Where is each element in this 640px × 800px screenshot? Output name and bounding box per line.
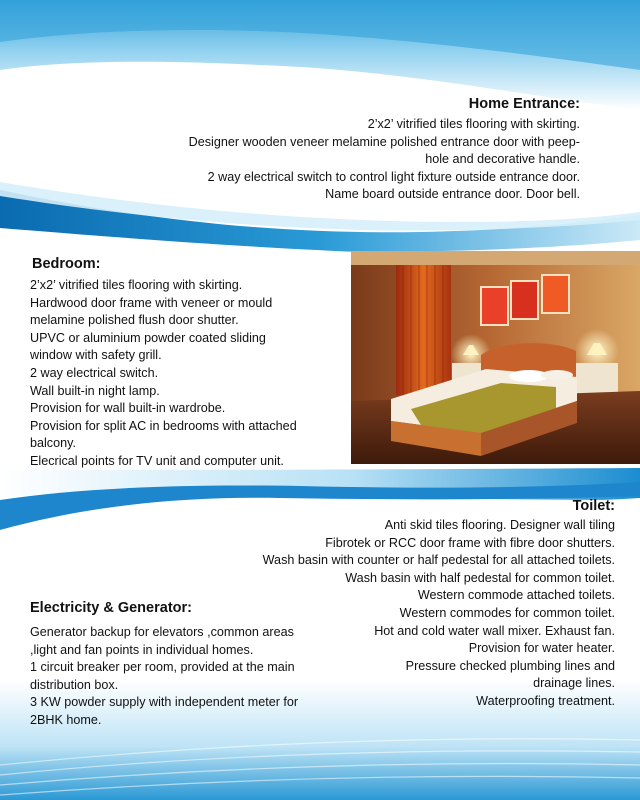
bedroom-line: 2 way electrical switch. [30, 365, 159, 380]
electricity-line: 2BHK home. [30, 712, 102, 727]
home-entrance-line: 2’x2’ vitrified tiles flooring with skirting. [367, 117, 580, 131]
toilet-line: Waterproofing treatment. [476, 693, 615, 708]
toilet-line: Provision for water heater. [468, 641, 615, 656]
home-entrance-heading: Home Entrance: [468, 96, 580, 112]
toilet-section [263, 496, 615, 711]
home-entrance-line: Designer wooden veneer melamine polished entrance door with peep- [188, 134, 580, 149]
electricity-section [30, 598, 298, 730]
toilet-line: Wash basin with counter or half pedestal for all attached toilets. [262, 553, 615, 568]
electricity-line: 3 KW powder supply with independent meter for [30, 695, 299, 710]
toilet-line: Pressure checked plumbing lines and [405, 658, 615, 673]
electricity-line: distribution box. [30, 677, 119, 692]
home-entrance-line: hole and decorative handle. [425, 152, 580, 167]
bedroom-line: window with safety grill. [30, 348, 162, 363]
bedroom-line: Elecrical points for TV unit and computer unit. [30, 453, 284, 468]
bedroom-line: Wall built-in night lamp. [30, 383, 160, 398]
bedroom-line: Provision for wall built-in wardrobe. [30, 401, 226, 416]
electricity-heading: Electricity & Generator: [30, 600, 192, 616]
electricity-line: 1 circuit breaker per room, provided at the main [30, 660, 295, 675]
bedroom-line: UPVC or aluminium powder coated sliding [30, 330, 266, 345]
bedroom-line: melamine polished flush door shutter. [30, 313, 239, 328]
toilet-line: Fibrotek or RCC door frame with fibre door shutters. [325, 535, 615, 550]
bedroom-line: Hardwood door frame with veneer or mould [30, 295, 273, 310]
bedroom-line: balcony. [30, 436, 76, 451]
home-entrance-section [189, 94, 580, 204]
toilet-line: drainage lines. [533, 676, 615, 691]
toilet-line: Western commode attached toilets. [417, 588, 615, 603]
electricity-line: Generator backup for elevators ,common areas [30, 625, 294, 639]
toilet-line: Western commodes for common toilet. [399, 605, 615, 620]
bedroom-heading: Bedroom: [32, 256, 101, 272]
toilet-line: Anti skid tiles flooring. Designer wall tiling [384, 518, 615, 532]
toilet-line: Wash basin with half pedestal for common toilet. [345, 570, 615, 585]
electricity-line: ,light and fan points in individual homes. [30, 642, 254, 657]
toilet-line: Hot and cold water wall mixer. Exhaust fan. [374, 623, 615, 638]
bedroom-line: 2’x2’ vitrified tiles flooring with skirting. [30, 278, 243, 292]
bedroom-section [30, 254, 297, 471]
bedroom-photo [351, 251, 640, 464]
home-entrance-line: Name board outside entrance door. Door bell. [325, 187, 580, 202]
home-entrance-line: 2 way electrical switch to control light fixture outside entrance door. [207, 169, 580, 184]
bedroom-line: Provision for split AC in bedrooms with attached [30, 418, 297, 433]
toilet-heading: Toilet: [572, 498, 615, 514]
